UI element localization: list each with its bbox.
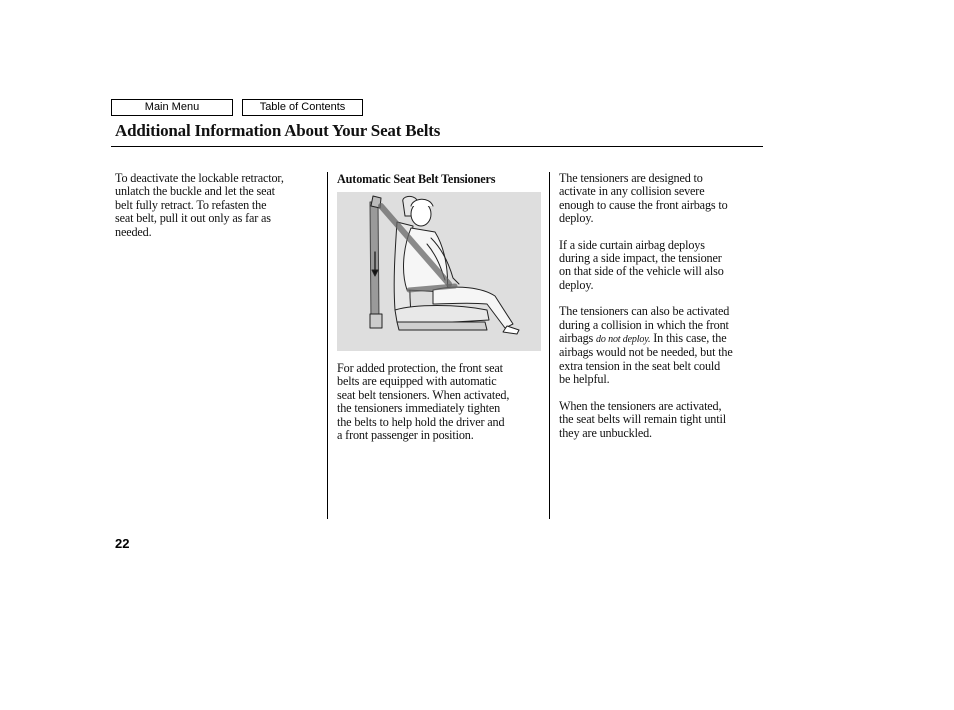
- table-of-contents-button[interactable]: Table of Contents: [242, 99, 363, 116]
- page-number: 22: [115, 536, 130, 551]
- text-line: deploy.: [559, 211, 594, 226]
- text-line: airbags would not be needed, but the: [559, 345, 733, 360]
- column-divider: [327, 172, 328, 519]
- tensioner-design-paragraph: [559, 172, 764, 226]
- side-curtain-paragraph: [559, 239, 764, 293]
- text-line: seat belt, pull it out only as far as: [115, 211, 271, 226]
- text-line: a front passenger in position.: [337, 428, 474, 443]
- text-line: be helpful.: [559, 372, 610, 387]
- text-line: deploy.: [559, 277, 594, 292]
- text-line: The tensioners are designed to: [559, 171, 703, 185]
- text-line: For added protection, the front seat: [337, 361, 503, 375]
- title-divider: [111, 146, 763, 147]
- seat-belt-tensioner-illustration: [337, 192, 541, 351]
- added-protection-paragraph: [337, 362, 542, 442]
- text-line: extra tension in the seat belt could: [559, 358, 721, 373]
- column-divider: [549, 172, 550, 519]
- text-line: belt fully retract. To refasten the: [115, 197, 267, 212]
- text-line: on that side of the vehicle will also: [559, 264, 724, 279]
- text-line: they are unbuckled.: [559, 425, 652, 440]
- column-left: [115, 172, 320, 252]
- text-line: needed.: [115, 224, 152, 239]
- column-middle: [337, 172, 542, 455]
- text-line: When the tensioners are activated,: [559, 398, 722, 413]
- text-line: [559, 332, 764, 346]
- text-run: airbags: [559, 331, 597, 346]
- section-heading: Automatic Seat Belt Tensioners: [337, 172, 496, 186]
- text-line: the tensioners immediately tighten: [337, 401, 501, 416]
- column-right: [559, 172, 764, 453]
- seat-occupant-icon: [337, 192, 541, 351]
- emphasis-text: do not deploy.: [596, 334, 651, 346]
- text-run: In this case, the: [650, 331, 727, 346]
- main-menu-button[interactable]: Main Menu: [111, 99, 233, 116]
- page-title: Additional Information About Your Seat Belts: [115, 121, 441, 140]
- no-deploy-paragraph: [559, 305, 764, 386]
- text-line: during a collision in which the front: [559, 317, 729, 332]
- remain-tight-paragraph: [559, 400, 764, 440]
- text-line: activate in any collision severe: [559, 184, 705, 199]
- text-line: If a side curtain airbag deploys: [559, 237, 705, 252]
- text-line: the belts to help hold the driver and: [337, 414, 505, 429]
- text-line: the seat belts will remain tight until: [559, 412, 726, 427]
- text-line: seat belt tensioners. When activated,: [337, 387, 510, 402]
- text-line: belts are equipped with automatic: [337, 374, 497, 389]
- text-line: To deactivate the lockable retractor,: [115, 171, 284, 185]
- text-line: enough to cause the front airbags to: [559, 197, 728, 212]
- text-line: The tensioners can also be activated: [559, 304, 730, 319]
- lockable-retractor-paragraph: [115, 172, 320, 239]
- text-line: unlatch the buckle and let the seat: [115, 184, 275, 199]
- text-line: during a side impact, the tensioner: [559, 251, 722, 266]
